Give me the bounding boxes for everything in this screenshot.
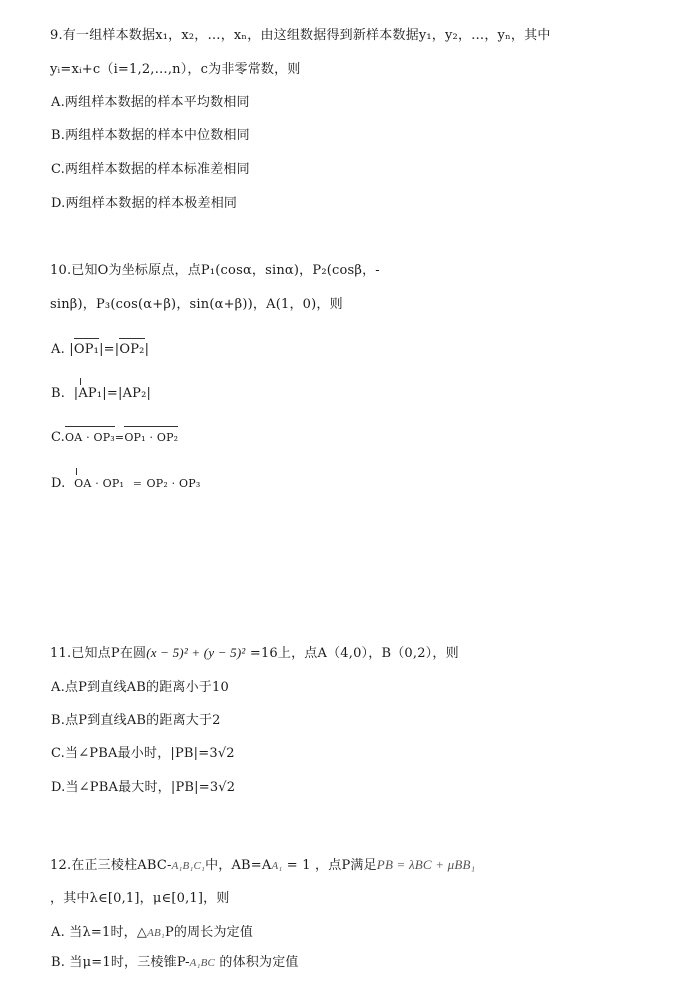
- q12-option-a-pre: A. 当λ=1时，△: [51, 925, 148, 940]
- q10-option-d-label: D.: [51, 476, 66, 491]
- q10-option-b-label: B.: [51, 386, 66, 401]
- q10-option-d-rhs: OP₂ · OP₃: [146, 477, 201, 490]
- q10-option-c-eq: =: [114, 431, 125, 444]
- q10-option-c: [51, 430, 178, 446]
- q12-stem-pre: 12.在正三棱柱ABC-: [50, 858, 172, 873]
- q10-option-c-label: C.: [51, 430, 66, 445]
- q10-stem-line2: sinβ)，P₃(cos(α+β)，sin(α+β))，A(1，0)，则: [50, 297, 343, 312]
- q10-option-d-lhs: OA · OP₁: [74, 477, 125, 490]
- q9-option-c: C.两组样本数据的样本标准差相同: [51, 162, 250, 177]
- q10-option-c-rhs: OP₁ · OP₂: [124, 431, 179, 444]
- q11-option-c: C.当∠PBA最小时，|PB|=3√2: [51, 746, 235, 761]
- q10-option-b-lhs: AP₁: [78, 386, 103, 401]
- q12-option-a-post: P的周长为定值: [164, 925, 254, 940]
- q12-option-b-post: 的体积为定值: [219, 955, 299, 970]
- q9-option-b: B.两组样本数据的样本中位数相同: [51, 128, 250, 143]
- q10-option-b-rhs: AP₂: [122, 386, 147, 401]
- q10-option-a-eq: =: [103, 342, 115, 357]
- q11-option-d: D.当∠PBA最大时，|PB|=3√2: [51, 780, 236, 795]
- q11-stem: [50, 645, 459, 662]
- q11-option-b: B.点P到直线AB的距离大于2: [51, 713, 221, 728]
- q12-stem-line1: [50, 857, 475, 874]
- q10-stem-line1: 10.已知O为坐标原点，点P₁(cosα，sinα)，P₂(cosβ，-: [50, 263, 380, 278]
- q12-stem-cond: ，点P满足: [315, 858, 377, 873]
- q11-option-a: A.点P到直线AB的距离小于10: [51, 680, 229, 695]
- q10-option-b-eq: =: [106, 386, 118, 401]
- q9-stem-line1: 9.有一组样本数据x₁，x₂，…，xₙ，由这组数据得到新样本数据y₁，y₂，…，yₙ，其中: [50, 28, 551, 43]
- q12-stem-eq: = 1: [286, 858, 311, 873]
- q11-circle-equation: (x − 5)² + (y − 5)²: [146, 645, 246, 660]
- q10-option-d: [51, 476, 200, 492]
- q12-option-b: [51, 955, 299, 971]
- q11-stem-pre: 11.已知点P在圆: [50, 646, 147, 661]
- q10-option-a-label: A.: [51, 342, 65, 357]
- q12-option-b-pyramid: A₁BC: [189, 957, 216, 969]
- q12-option-a: [51, 925, 253, 941]
- q11-stem-post: =16上，点A（4,0），B（0,2），则: [249, 646, 459, 661]
- q12-stem-line2: ，其中λ∈[0,1]，μ∈[0,1]，则: [50, 891, 230, 906]
- q9-option-a: A.两组样本数据的样本平均数相同: [51, 95, 250, 110]
- q12-option-a-triangle: AB₁: [147, 927, 165, 939]
- q12-stem-mid: 中，AB=A: [205, 858, 272, 873]
- q12-vector-condition: PB = λBC + μBB₁: [376, 857, 476, 872]
- q10-option-a-rhs: OP₂: [119, 342, 145, 357]
- q12-option-b-pre: B. 当μ=1时，三棱锥P-: [51, 955, 190, 970]
- q10-option-d-eq: =: [132, 477, 143, 490]
- q12-prism-top: A₁B₁C₁: [171, 860, 206, 872]
- q10-option-a-lhs: OP₁: [73, 342, 100, 357]
- q9-option-d: D.两组样本数据的样本极差相同: [51, 196, 238, 211]
- q10-option-a: A. |OP₁|=|OP₂|: [51, 342, 150, 357]
- q10-option-c-lhs: OA · OP₃: [65, 431, 115, 444]
- q10-option-b: B. |AP₁|=|AP₂|: [51, 386, 152, 401]
- q12-a1: A₁: [271, 860, 283, 872]
- q9-stem-line2: yᵢ=xᵢ+c（i=1,2,…,n），c为非零常数，则: [50, 62, 301, 77]
